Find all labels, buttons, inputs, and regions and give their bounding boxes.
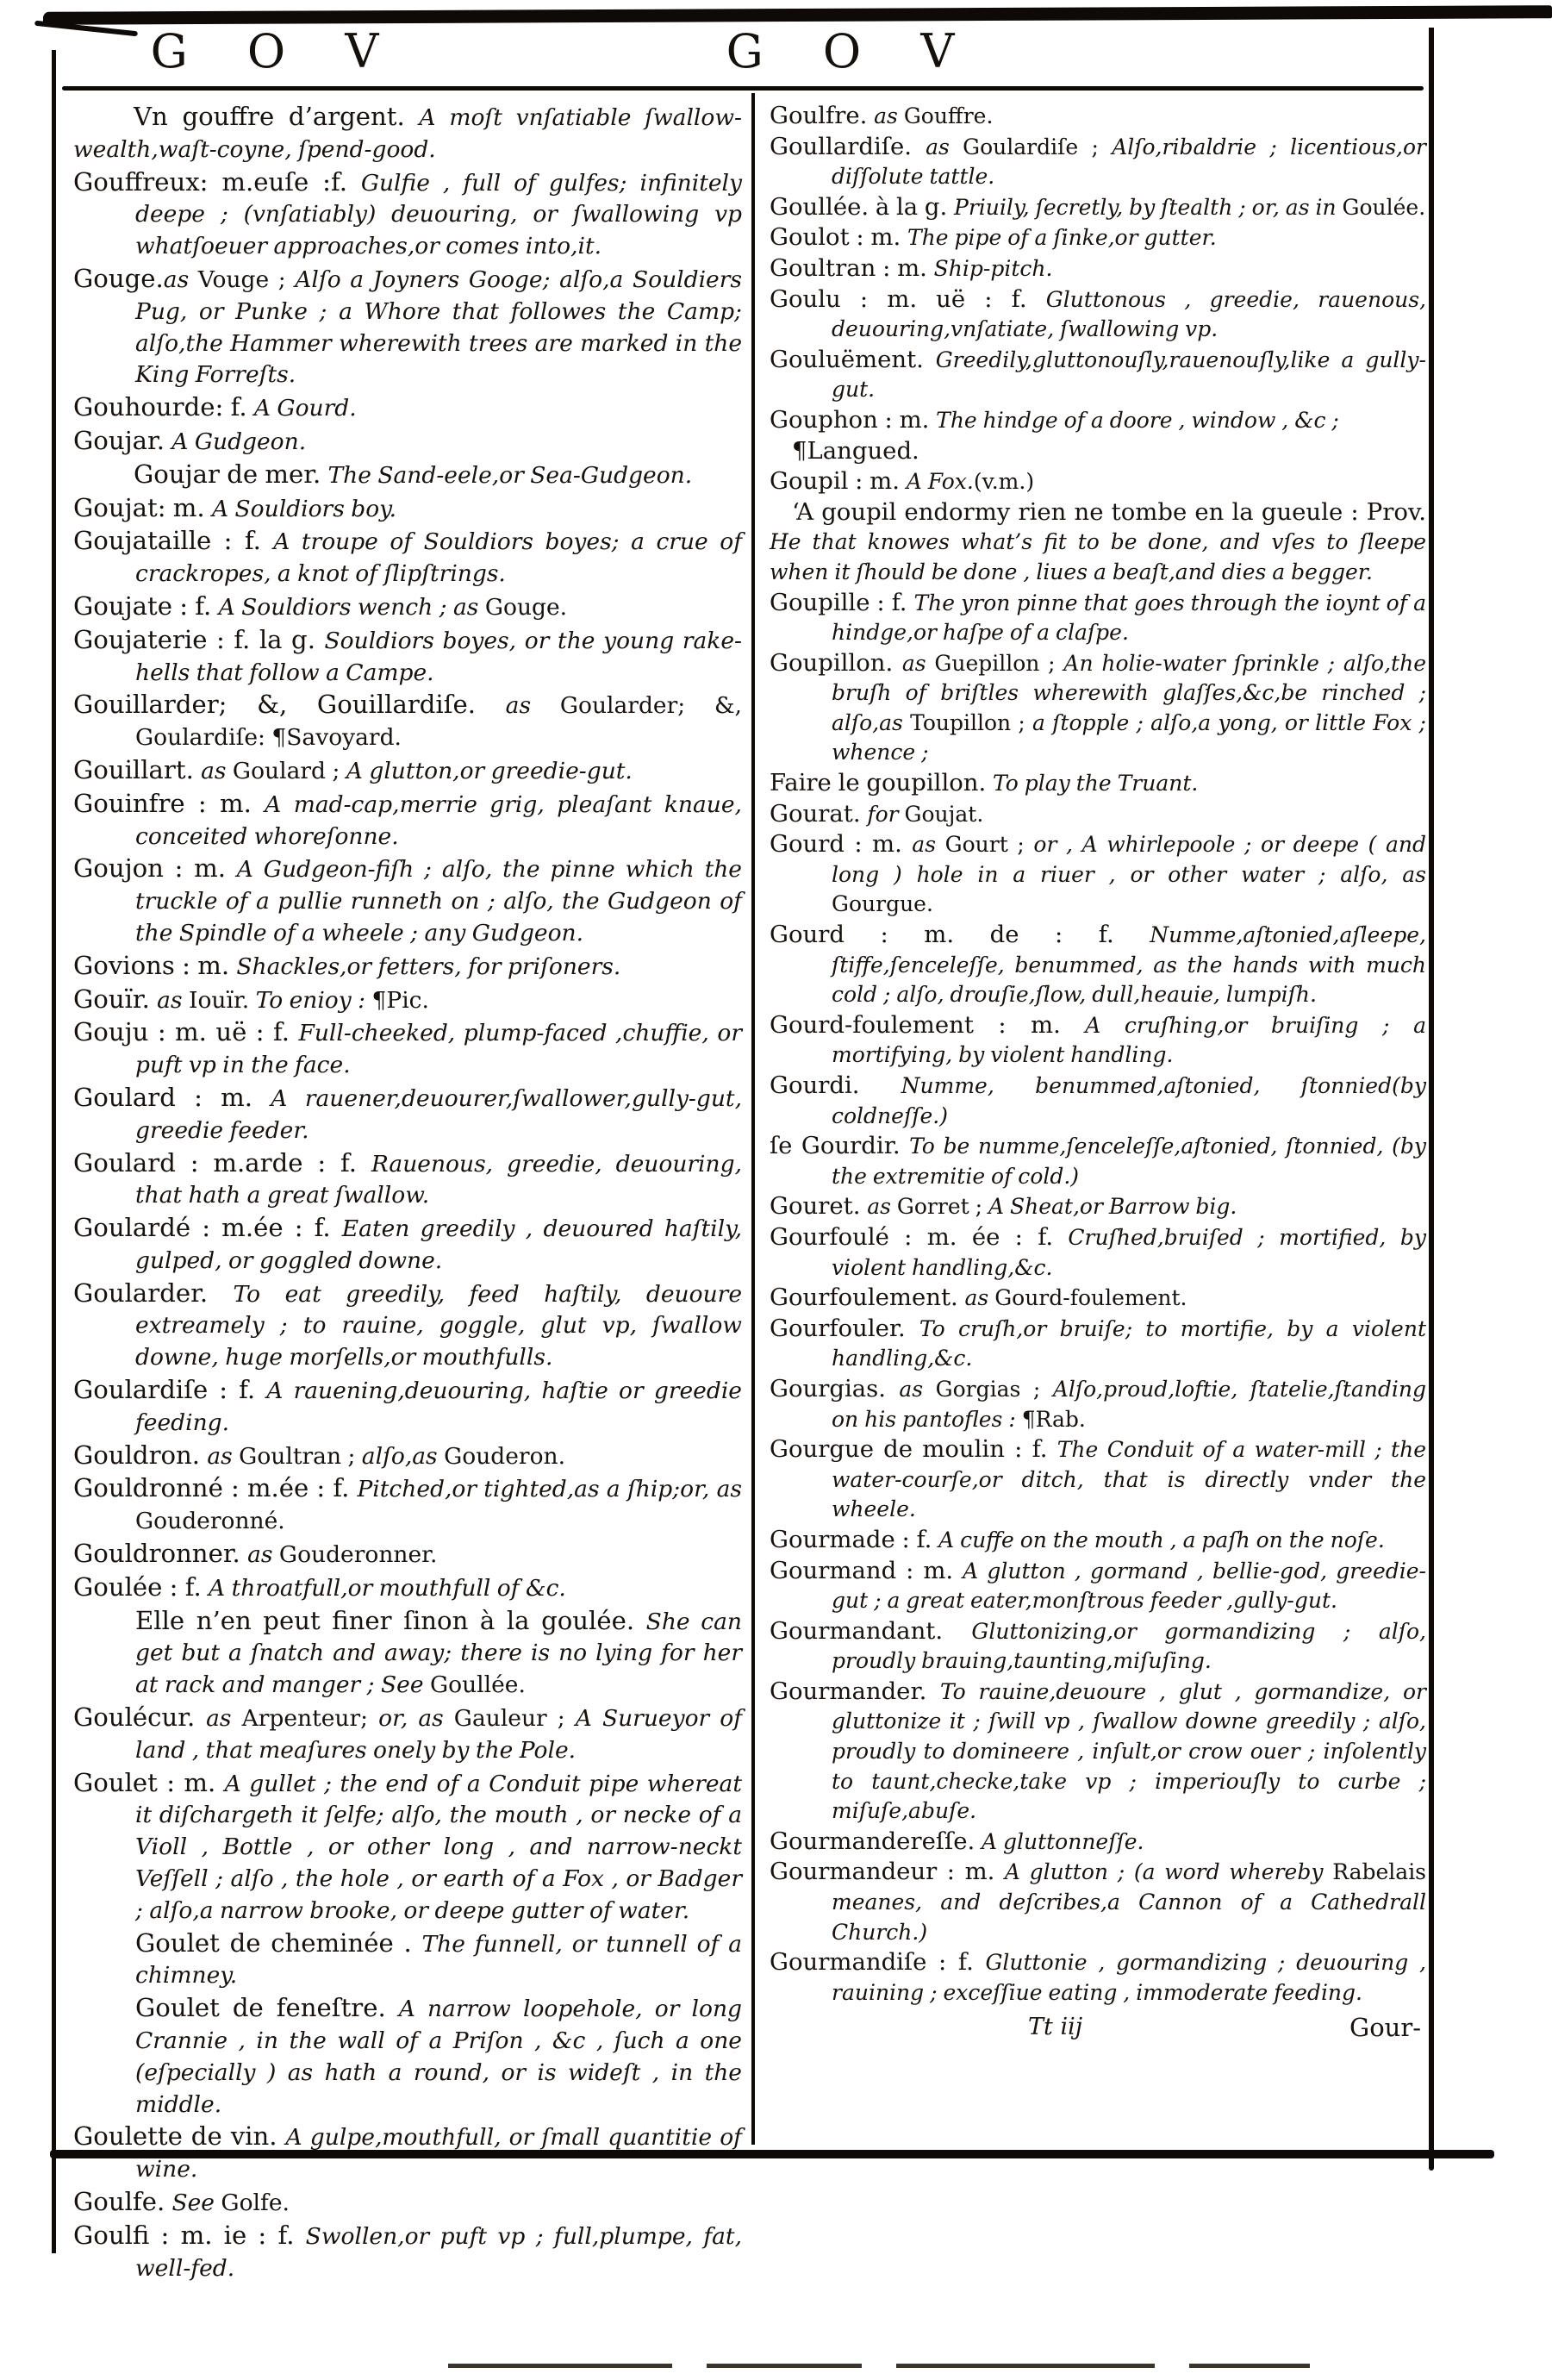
column-divider-rule — [751, 93, 755, 2145]
entry-gloss: as — [247, 1541, 279, 1569]
dictionary-entry — [73, 1927, 742, 1993]
entry-headword: Gourd-foulement : m. — [770, 1010, 1086, 1039]
entry-headword: Goulardé : m.ée : f. — [73, 1213, 342, 1243]
dictionary-entry — [770, 1314, 1426, 1374]
entry-gloss: The hindge of a doore , window , &c ; — [936, 407, 1339, 433]
entry-gloss: Full-cheeked, plump-faced ,chuffie, or puft vp in the face. — [135, 1020, 742, 1079]
scan-edge-artifact — [707, 2364, 862, 2368]
entry-gloss: as — [157, 986, 189, 1014]
entry-gloss: Alſo,proud,loftie, ſtatelie,ſtanding on his pantofles : — [832, 1376, 1426, 1432]
entry-gloss: as — [201, 757, 233, 784]
entry-crossref: Goultran ; — [239, 1442, 362, 1470]
dictionary-entry — [73, 263, 742, 391]
entry-crossref: Gouderonné. — [135, 1508, 285, 1535]
entry-headword: Govions : m. — [73, 950, 237, 980]
entry-gloss: as — [926, 134, 963, 159]
entry-headword: Gourmandeur : m. — [770, 1858, 1005, 1886]
entry-headword: Goujaterie : f. la g. — [73, 624, 325, 654]
entry-gloss: She can get but a ſnatch and away; there is no lying for her at rack and manger ; See — [135, 1608, 742, 1699]
dictionary-entry — [770, 101, 1426, 132]
dictionary-entry — [770, 1947, 1426, 2008]
dictionary-entry — [770, 497, 1426, 588]
dictionary-entry — [73, 101, 742, 166]
dictionary-entry — [770, 1222, 1426, 1283]
entry-gloss: as — [505, 692, 560, 720]
entry-gloss: To eat greedily, feed haſtily, deuoure extreamely ; to rauine, goggle, glut vp, ſwallow downe, huge morſells,or mouthfulls. — [135, 1280, 742, 1371]
dictionary-entry — [770, 1191, 1426, 1222]
entry-gloss: The pipe of a ſinke,or gutter. — [907, 225, 1217, 251]
entry-gloss: To rauine,deuoure , glut , gormandize, or gluttonize it ; ſwill vp , ſwallow downe greedily ; alſo, proudly to domineere , inſult,or crow ouer ; inſolently to taunt,checke,take vp ; imperiouſly to curbe ; miſuſe,abuſe. — [832, 1678, 1426, 1824]
entry-headword: Goullardiſe. — [770, 132, 926, 160]
entry-gloss: Rauenous, greedie, deuouring, that hath a great ſwallow. — [135, 1150, 742, 1209]
entry-gloss: A Gudgeon-fiſh ; alſo, the pinne which the truckle of a pullie runneth on ; alſo, the Gudgeon of the Spindle of a wheele ; any Gudgeon. — [135, 856, 742, 946]
entry-headword: Gouju : m. uë : f. — [73, 1017, 299, 1047]
entry-headword: Gourmand : m. — [770, 1556, 963, 1584]
dictionary-entry — [73, 1992, 742, 2121]
dictionary-entry — [73, 1702, 742, 1767]
dictionary-entry — [73, 425, 742, 459]
entry-headword: Goultran : m. — [770, 253, 934, 282]
entry-crossref: Goulée. — [1342, 194, 1426, 220]
dictionary-entry — [770, 253, 1426, 284]
entry-gloss: To be numme,ſenceleſſe,aſtonied, ſtonnied, (by the extremitie of cold.) — [832, 1134, 1426, 1189]
entry-crossref: Goujat. — [904, 801, 984, 827]
entry-gloss: Gulfie , full of gulfes; infinitely deepe ; (vnſatiably) deuouring, or ſwallowing vp whatſoeuer approaches,or comes into,it. — [135, 169, 743, 260]
dictionary-entry — [73, 689, 742, 754]
dictionary-entry — [73, 1767, 742, 1927]
entry-headword: Goulet de cheminée . — [135, 1927, 422, 1958]
entry-headword: Goupillon. — [770, 648, 902, 677]
entry-crossref: Gorgias ; — [935, 1376, 1053, 1402]
dictionary-entry — [73, 788, 742, 853]
dictionary-entry — [73, 1440, 742, 1473]
dictionary-entry — [770, 1857, 1426, 1947]
entry-headword: Goulard : m.arde : f. — [73, 1147, 371, 1178]
entry-gloss: Alſo,ribaldrie ; licentious,or diſſolute tattle. — [832, 134, 1427, 190]
entry-headword: Gouïr. — [73, 984, 158, 1014]
dictionary-entry — [770, 405, 1426, 436]
dictionary-entry — [73, 1538, 742, 1571]
entry-gloss: Souldiors boyes, or the young rake-hells that follow a Campe. — [135, 627, 742, 686]
dictionary-entry — [770, 1616, 1426, 1677]
dictionary-entry — [770, 222, 1426, 253]
dictionary-entry — [770, 768, 1426, 799]
entry-gloss: as — [867, 1194, 897, 1220]
entry-gloss: A rauening,deuouring, haſtie or greedie feeding. — [135, 1377, 742, 1436]
entry-headword: Goujate : f. — [73, 590, 219, 621]
entry-gloss: A glutton,or greedie-gut. — [346, 757, 633, 784]
entry-gloss: Numme, benummed,aſtonied, ſtonnied(by coldneſſe.) — [832, 1073, 1426, 1128]
entry-headword: Goularder. — [73, 1277, 234, 1308]
dictionary-entry — [73, 525, 742, 590]
entry-gloss: Eaten greedily , deuoured haſtily, gulped, or goggled downe. — [135, 1215, 742, 1274]
dictionary-entry — [73, 984, 742, 1017]
dictionary-entry — [770, 588, 1426, 648]
dictionary-entry — [73, 166, 742, 263]
entry-headword: Gourgue de moulin : f. — [770, 1435, 1057, 1464]
entry-gloss: Greedily,gluttonouſly,rauenouſly,like a gully-gut. — [832, 347, 1426, 403]
dictionary-entry — [73, 1571, 742, 1605]
entry-gloss: or , A whirlepoole ; or deepe ( and long ) hole in a riuer , or other water ; alſo, as — [832, 832, 1427, 887]
entry-headword: Gourgias. — [770, 1374, 900, 1402]
entry-crossref: Iouïr. — [189, 986, 256, 1014]
entry-crossref: Toupillon ; — [910, 709, 1033, 735]
entry-crossref: Gorret ; — [896, 1194, 988, 1220]
entry-gloss: A Souldiors boy. — [211, 495, 397, 522]
entry-gloss: Gluttonie , gormandizing ; deuouring , rauining ; exceſſiue eating , immoderate feeding. — [832, 1950, 1426, 2005]
dictionary-entry — [770, 799, 1426, 830]
dictionary-entry — [770, 1283, 1426, 1314]
dictionary-entry — [770, 1374, 1426, 1434]
entry-gloss: A Surueyor of land , that meaſures onely by the Pole. — [135, 1705, 742, 1764]
entry-headword: Goulfre. — [770, 102, 875, 129]
entry-crossref: Gourd-foulement. — [994, 1285, 1187, 1311]
entry-gloss: Gluttonizing,or gormandizing ; alſo, proudly brauing,taunting,miſuſing. — [832, 1618, 1426, 1674]
entry-gloss: Gluttonous , greedie, rauenous, deuouring,vnſatiate, ſwallowing vp. — [832, 286, 1426, 342]
dictionary-entry — [73, 853, 742, 949]
dictionary-entry — [73, 1472, 742, 1538]
entry-gloss: Numme,aſtonied,aſleepe, ſtiffe,ſenceleſſe, benummed, as the hands with much cold ; alſo, drouſie,ſlow, dull,heauie, lumpiſh. — [832, 922, 1426, 1008]
entry-headword: Goulée : f. — [73, 1571, 209, 1602]
entry-headword: Goujar de mer. — [134, 459, 328, 489]
running-head-left: G O V — [150, 24, 402, 78]
entry-crossref: Rabelais — [1332, 1859, 1427, 1885]
column-footer — [770, 2013, 1426, 2051]
entry-crossref: Arpenteur; — [241, 1705, 379, 1733]
entry-gloss: A throatfull,or mouthfull of &c. — [209, 1574, 566, 1602]
entry-gloss: as — [874, 103, 904, 128]
page-border-right — [1429, 28, 1434, 2171]
scan-edge-artifact — [448, 2364, 672, 2368]
entry-gloss: A cruſhing,or bruiſing ; a mortifying, by violent handling. — [832, 1012, 1426, 1068]
entry-gloss: The Sand-eele,or Sea-Gudgeon. — [327, 461, 693, 489]
entry-gloss: To play the Truant. — [993, 771, 1199, 796]
entry-headword: Goujar. — [73, 425, 172, 455]
dictionary-entry — [73, 624, 742, 690]
entry-headword: Gouffreux: m.euſe :f. — [73, 166, 361, 197]
entry-gloss: A mad-cap,merrie grig, pleaſant knaue, conceited whoreſonne. — [135, 790, 742, 850]
entry-gloss: The Conduit of a water-mill ; the water-courſe,or ditch, that is directly vnder the wheele. — [832, 1437, 1427, 1522]
entry-gloss: as — [964, 1285, 995, 1311]
entry-crossref: Gourt ; — [944, 832, 1034, 858]
entry-gloss: A Fox. — [906, 469, 974, 495]
dictionary-entry — [73, 950, 742, 984]
entry-crossref: Gauleur ; — [453, 1705, 576, 1733]
signature-mark: Tt iij — [1028, 2014, 1083, 2041]
entry-crossref: Goulardiſe ; — [963, 134, 1113, 159]
entry-headword: Goujon : m. — [73, 853, 237, 884]
dictionary-entry — [73, 492, 742, 526]
entry-crossref: Guepillon ; — [934, 650, 1064, 676]
entry-crossref: ¶Rab. — [1021, 1406, 1086, 1432]
entry-crossref: ¶Pic. — [371, 986, 429, 1014]
entry-headword: Goulardiſe : f. — [73, 1375, 267, 1405]
dictionary-entry — [770, 345, 1426, 405]
dictionary-entry — [770, 436, 1426, 467]
entry-gloss: A cuffe on the mouth , a paſh on the noſe. — [938, 1527, 1385, 1552]
entry-headword: Goujat: m. — [73, 492, 212, 522]
entry-gloss: He that knowes what’s fit to be done, and vſes to ſleepe when it ſhould be done , liues a beaſt,and dies a begger. — [770, 529, 1426, 584]
entry-gloss: Pitched,or tighted,as a ſhip;or, as — [357, 1476, 742, 1503]
entry-headword: Faire le goupillon. — [770, 769, 993, 797]
entry-headword: Gouluëment. — [770, 345, 936, 373]
dictionary-entry — [770, 648, 1426, 768]
entry-headword: Vn gouffre d’argent. — [134, 102, 420, 131]
entry-headword: ¶Langued. — [792, 436, 919, 465]
entry-gloss: The yron pinne that goes through the ioynt of a hindge,or haſpe of a claſpe. — [832, 590, 1426, 646]
entry-headword: Gouhourde: f. — [73, 392, 254, 422]
dictionary-entry — [770, 192, 1426, 223]
entry-headword: Goulard : m. — [73, 1082, 271, 1112]
entry-gloss: A gullet ; the end of a Conduit pipe whereat it diſchargeth it ſelfe; alſo, the mouth , or necke of a Violl , Bottle , or other long , and narrow-neckt Veſſell ; alſo , the hole , or earth of a Fox , or Badger ; alſo,a narrow brooke, or deepe gutter of water. — [135, 1770, 742, 1924]
dictionary-entry — [73, 1147, 742, 1213]
entry-headword: Goulu : m. uë : f. — [770, 284, 1046, 313]
entry-gloss: or, as — [378, 1705, 454, 1733]
dictionary-entry — [73, 590, 742, 624]
scan-edge-artifact — [1189, 2364, 1310, 2368]
entry-gloss: A troupe of Souldiors boyes; a crue of crackropes, a knot of ſlipſtrings. — [135, 528, 742, 588]
entry-gloss: as — [206, 1705, 242, 1733]
entry-headword: Gourmandiſe : f. — [770, 1948, 986, 1977]
entry-gloss: A rauener,deuourer,ſwallower,gully-gut, greedie feeder. — [135, 1084, 742, 1144]
entry-gloss: A Souldiors wench ; as — [218, 593, 485, 621]
entry-headword: Gourfouler. — [770, 1314, 919, 1342]
entry-headword: Goullée. à la g. — [770, 192, 955, 221]
entry-gloss: A moſt vnſatiable ſwallow-wealth,waſt-coyne, ſpend-good. — [73, 104, 742, 163]
entry-gloss: alſo,as — [361, 1442, 445, 1470]
entry-headword: Goulet de feneſtre. — [135, 1993, 399, 2023]
dictionary-entry — [73, 1605, 742, 1702]
entry-gloss: as — [899, 1376, 936, 1402]
entry-gloss: A glutton ; (a word whereby — [1004, 1859, 1333, 1885]
dictionary-entry — [73, 2186, 742, 2220]
entry-headword: Elle n’en peut finer ſinon à la goulée. — [135, 1605, 646, 1635]
dictionary-entry — [73, 1277, 742, 1374]
dictionary-entry — [73, 459, 742, 492]
entry-headword: Gouldron. — [73, 1440, 208, 1470]
entry-headword: Goulot : m. — [770, 223, 907, 252]
entry-crossref: Gouderonner. — [278, 1541, 438, 1569]
page-border-left — [52, 50, 56, 2253]
entry-headword: Goupil : m. — [770, 467, 907, 496]
entry-crossref: Golfe. — [221, 2189, 290, 2216]
entry-gloss: as — [207, 1442, 240, 1470]
scan-edge-artifact — [896, 2364, 1155, 2368]
entry-gloss: Swollen,or puft vp ; full,plumpe, fat, well-fed. — [135, 2222, 743, 2282]
column-left — [73, 101, 742, 2284]
entry-gloss: a ſtopple ; alſo,a yong, or little Fox ; whence ; — [832, 709, 1426, 765]
dictionary-entry — [73, 2220, 742, 2285]
entry-headword: Gouillarder; &, Gouillardiſe. — [73, 690, 506, 720]
entry-gloss: See — [171, 2189, 221, 2216]
entry-gloss: To enioy : — [255, 986, 372, 1014]
entry-gloss: as — [901, 650, 935, 676]
dictionary-entry — [770, 466, 1426, 497]
entry-headword: Goulfe. — [73, 2187, 172, 2216]
entry-headword: Gourmandereſſe. — [770, 1827, 982, 1855]
dictionary-entry — [770, 1677, 1426, 1827]
entry-gloss: Alſo a Joyners Googe; alſo,a Souldiers Pug, or Punke ; a Whore that followes the Camp; alſo,the Hammer wherewith trees are marked in the King Forreſts. — [135, 265, 743, 389]
dictionary-entry — [770, 284, 1426, 345]
entry-headword: Gourmade : f. — [770, 1525, 939, 1553]
dictionary-entry — [73, 1082, 742, 1147]
entry-headword: Gourat. — [770, 799, 868, 828]
dictionary-entry — [770, 1010, 1426, 1071]
entry-headword: Goupille : f. — [770, 588, 914, 616]
entry-gloss: The funnell, or tunnell of a chimney. — [135, 1930, 743, 1990]
entry-gloss: Cruſhed,bruiſed ; mortified, by violent handling,&c. — [832, 1224, 1426, 1280]
entry-headword: Gouillart. — [73, 754, 202, 784]
dictionary-entry — [73, 2121, 742, 2186]
dictionary-entry — [73, 1016, 742, 1082]
entry-crossref: Goularder; &, Goulardiſe: ¶Savoyard. — [135, 692, 742, 752]
entry-headword: Goulfi : m. ie : f. — [73, 2220, 306, 2250]
dictionary-entry — [73, 754, 742, 788]
catchword: Gour- — [1349, 2013, 1421, 2043]
entry-gloss: To cruſh,or bruiſe; to mortifie, by a violent handling,&c. — [832, 1315, 1426, 1371]
entry-gloss: A glutton , gormand , bellie-god, greedie-gut ; a great eater,monſtrous feeder ,gully-gut. — [832, 1558, 1427, 1614]
dictionary-entry — [73, 1212, 742, 1277]
dictionary-entry — [770, 1556, 1426, 1616]
entry-headword: Gouret. — [770, 1192, 868, 1221]
entry-gloss: Priuily, ſecretly, by ſtealth ; or, as in — [954, 194, 1343, 220]
entry-headword: Gouinfre : m. — [73, 788, 265, 818]
dictionary-entry — [770, 1525, 1426, 1556]
entry-headword: Gourfoulé : m. ée : f. — [770, 1222, 1069, 1251]
entry-crossref: Gouffre. — [903, 103, 994, 128]
dictionary-entry — [770, 1071, 1426, 1131]
entry-gloss: A Sheat,or Barrow big. — [988, 1194, 1237, 1220]
dictionary-entry — [770, 920, 1426, 1010]
page-border-top — [43, 5, 1552, 25]
entry-gloss: meanes, and deſcribes,a Cannon of a Cathedrall Church.) — [832, 1890, 1426, 1945]
entry-gloss: A gluttonneſſe. — [981, 1828, 1144, 1854]
entry-gloss: A Gourd. — [253, 395, 357, 422]
entry-gloss: as — [163, 265, 198, 293]
dictionary-entry — [770, 1131, 1426, 1191]
running-head-rule — [62, 86, 1424, 91]
entry-headword: ‘A goupil endormy rien ne tombe en la gueule : Prov. — [792, 497, 1426, 526]
entry-crossref: Gourgue. — [832, 891, 933, 917]
dictionary-entry — [73, 391, 742, 425]
dictionary-entry — [770, 829, 1426, 920]
entry-crossref: Gouge. — [484, 593, 568, 621]
entry-headword: Gourmandant. — [770, 1616, 972, 1645]
entry-gloss: A gulpe,mouthfull, or ſmall quantitie of wine. — [135, 2124, 742, 2183]
entry-gloss: Shackles,or fetters, for priſoners. — [236, 953, 621, 980]
dictionary-entry — [73, 1374, 742, 1440]
entry-gloss: A narrow loopehole, or long Crannie , in the wall of a Priſon , &c , ſuch a one (eſpecially ) as hath a round, or is wideſt , in the middle. — [135, 1996, 742, 2118]
entry-headword: Gourd : m. de : f. — [770, 921, 1150, 949]
entry-gloss: for — [867, 801, 905, 827]
entry-crossref: Gouderon. — [444, 1442, 566, 1470]
entry-headword: Goulécur. — [73, 1702, 207, 1733]
entry-crossref: (v.m.) — [973, 469, 1035, 495]
column-right — [770, 101, 1426, 2051]
entry-crossref: Goulard ; — [232, 757, 346, 784]
dictionary-entry — [770, 1434, 1426, 1525]
dictionary-entry — [770, 132, 1426, 192]
entry-headword: Goujataille : f. — [73, 526, 274, 556]
entry-headword: Gouldronné : m.ée : f. — [73, 1473, 358, 1503]
dictionary-entry — [770, 1827, 1426, 1858]
entry-headword: Gourfoulement. — [770, 1284, 965, 1312]
entry-headword: Goulet : m. — [73, 1767, 225, 1797]
entry-headword: ſe Gourdir. — [770, 1132, 910, 1160]
entry-gloss: as — [912, 832, 945, 858]
entry-crossref: Goullée. — [429, 1671, 526, 1699]
entry-headword: Gourmander. — [770, 1677, 940, 1705]
entry-headword: Gouldronner. — [73, 1539, 248, 1569]
entry-gloss: A Gudgeon. — [171, 428, 307, 455]
entry-headword: Gouge. — [73, 263, 164, 293]
entry-headword: Gourdi. — [770, 1071, 901, 1099]
entry-headword: Goulette de vin. — [73, 2121, 286, 2152]
entry-crossref: Vouge ; — [197, 265, 296, 293]
entry-gloss: An holie-water ſprinkle ; alſo,the bruſh of briſtles wherewith glaſſes,&c,be rinched ; alſo,as — [832, 650, 1426, 735]
entry-headword: Gourd : m. — [770, 830, 913, 859]
running-head-right: G O V — [726, 24, 977, 78]
entry-gloss: Ship-pitch. — [933, 255, 1053, 281]
entry-headword: Gouphon : m. — [770, 405, 937, 434]
